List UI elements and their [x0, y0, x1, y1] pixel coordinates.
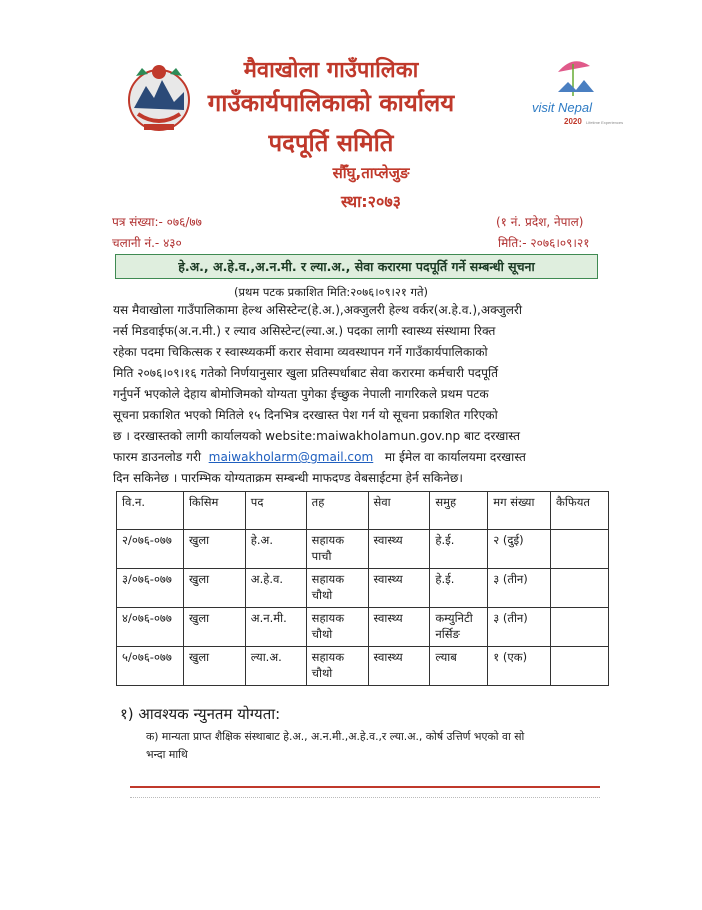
notice-line: छ । दरखास्तको लागी कार्यालयको website:maiwakholamun.gov.np बाट दरखास्त	[113, 429, 521, 443]
letter-date: मिति:- २०७६।०९।२१	[498, 236, 590, 250]
table-row	[117, 608, 609, 647]
table-header-row	[117, 492, 609, 530]
notice-line	[113, 447, 601, 468]
col-service: सेवा	[368, 492, 430, 530]
notice-body	[113, 300, 601, 489]
cell-group: ल्याब	[430, 647, 488, 686]
notice-line: नर्स मिडवाईफ(अ.न.मी.) र ल्याव असिस्टेन्ट(ल्या.अ.) पदका लागी स्वास्थ्य संस्थामा रिक्त	[113, 324, 496, 338]
email-text: मा ईमेल वा कार्यालयमा दरखास्त	[384, 450, 526, 464]
cell-demand: ३ (तीन)	[488, 608, 551, 647]
cell-service: स्वास्थ्य	[368, 647, 430, 686]
cell-level: सहायक पाचौ	[306, 530, 368, 569]
cell-serial: ४/०७६-०७७	[117, 608, 184, 647]
footer-divider	[130, 786, 600, 788]
requirement-line: क) मान्यता प्राप्त शैक्षिक संस्थाबाट हे.अ., अ.न.मी.,अ.हे.व.,र ल्या.अ., कोर्ष उत्तिर्ण भएको वा सो	[146, 730, 525, 743]
col-remarks: कैफियत	[551, 492, 609, 530]
visit-year: 2020	[564, 117, 582, 126]
cell-service: स्वास्थ्य	[368, 530, 430, 569]
cell-level: सहायक चौथो	[306, 569, 368, 608]
col-group: समुह	[430, 492, 488, 530]
dispatch-number: चलानी नं.- ४३०	[112, 236, 182, 250]
cell-type: खुला	[183, 569, 245, 608]
cell-service: स्वास्थ्य	[368, 608, 430, 647]
notice-line: गर्नुपर्ने भएकोले देहाय बोमोजिमको योग्यता पुगेका ईच्छुक नेपाली नागरिकले प्रथम पटक	[113, 387, 489, 401]
notice-line: यस मैवाखोला गाउँपालिकामा हेल्थ असिस्टेन्ट(हे.अ.),अक्जुलरी हेल्थ वर्कर(अ.हे.व.),अक्जुलरी	[113, 303, 522, 317]
cell-type: खुला	[183, 608, 245, 647]
table-row	[117, 530, 609, 569]
footer-faint-line	[130, 797, 600, 800]
cell-remarks	[551, 608, 609, 647]
table-row	[117, 647, 609, 686]
cell-group: हे.ई.	[430, 530, 488, 569]
col-type: किसिम	[183, 492, 245, 530]
established-year: स्था:२०७३	[341, 192, 401, 211]
notice-line: दिन सकिनेछ । पारम्भिक योग्यताक्रम सम्बन्धी माफदण्ड वेबसाईटमा हेर्न सकिनेछ।	[113, 471, 463, 485]
cell-group: कम्युनिटी नर्सिङ	[430, 608, 488, 647]
cell-type: खुला	[183, 647, 245, 686]
office-address: सौँघु,ताप्लेजुङ	[332, 164, 410, 182]
cell-serial: ३/०७६-०७७	[117, 569, 184, 608]
visit-text: visit Nepal	[532, 100, 592, 115]
province-label: (१ नं. प्रदेश, नेपाल)	[496, 215, 584, 229]
col-level: तह	[306, 492, 368, 530]
vacancy-table	[116, 491, 609, 686]
municipality-name: मैवाखोला गाउँपालिका	[243, 58, 419, 83]
requirement-item	[146, 728, 601, 764]
cell-level: सहायक चौथो	[306, 608, 368, 647]
cell-serial: २/०७६-०७७	[117, 530, 184, 569]
cell-service: स्वास्थ्य	[368, 569, 430, 608]
notice-line: मिति २०७६।०९।१६ गतेको निर्णयानुसार खुला प्रतिस्पर्धाबाट सेवा करारमा कर्मचारी पदपूर्ति	[113, 366, 499, 380]
cell-level: सहायक चौथो	[306, 647, 368, 686]
email-link[interactable]: maiwakholarm@gmail.com	[208, 450, 374, 464]
cell-remarks	[551, 530, 609, 569]
cell-post: हे.अ.	[245, 530, 306, 569]
requirements-heading: १) आवश्यक न्युनतम योग्यता:	[120, 705, 281, 723]
cell-remarks	[551, 569, 609, 608]
col-post: पद	[245, 492, 306, 530]
visit-tagline: Lifetime Experiences	[586, 120, 624, 125]
cell-demand: २ (दुई)	[488, 530, 551, 569]
notice-subject: हे.अ., अ.हे.व.,अ.न.मी. र ल्या.अ., सेवा करारमा पदपूर्ति गर्ने सम्बन्धी सूचना	[115, 254, 598, 279]
table-row	[117, 569, 609, 608]
notice-line: सूचना प्रकाशित भएको मितिले १५ दिनभित्र दरखास्त पेश गर्न यो सूचना प्रकाशित गरिएको	[113, 408, 498, 422]
cell-type: खुला	[183, 530, 245, 569]
cell-demand: ३ (तीन)	[488, 569, 551, 608]
cell-post: अ.हे.व.	[245, 569, 306, 608]
requirement-line: भन्दा माथि	[146, 748, 188, 761]
letter-number: पत्र संख्या:- ०७६/७७	[112, 215, 202, 229]
office-name: गाउँकार्यपालिकाको कार्यालय	[207, 89, 455, 117]
cell-remarks	[551, 647, 609, 686]
col-demand: मग संख्या	[488, 492, 551, 530]
cell-demand: १ (एक)	[488, 647, 551, 686]
cell-serial: ५/०७६-०७७	[117, 647, 184, 686]
cell-post: ल्या.अ.	[245, 647, 306, 686]
col-serial: वि.न.	[117, 492, 184, 530]
cell-post: अ.न.मी.	[245, 608, 306, 647]
publication-date: (प्रथम पटक प्रकाशित मिति:२०७६।०९।२१ गते)	[233, 285, 429, 299]
notice-line: रहेका पदमा चिकित्सक र स्वास्थ्यकर्मी करार सेवामा व्यवस्थापन गर्ने गाउँकार्यपालिकाको	[113, 345, 488, 359]
committee-name: पदपूर्ति समिति	[268, 129, 394, 157]
cell-group: हे.ई.	[430, 569, 488, 608]
download-text: फारम डाउनलोड गरी	[113, 450, 201, 464]
